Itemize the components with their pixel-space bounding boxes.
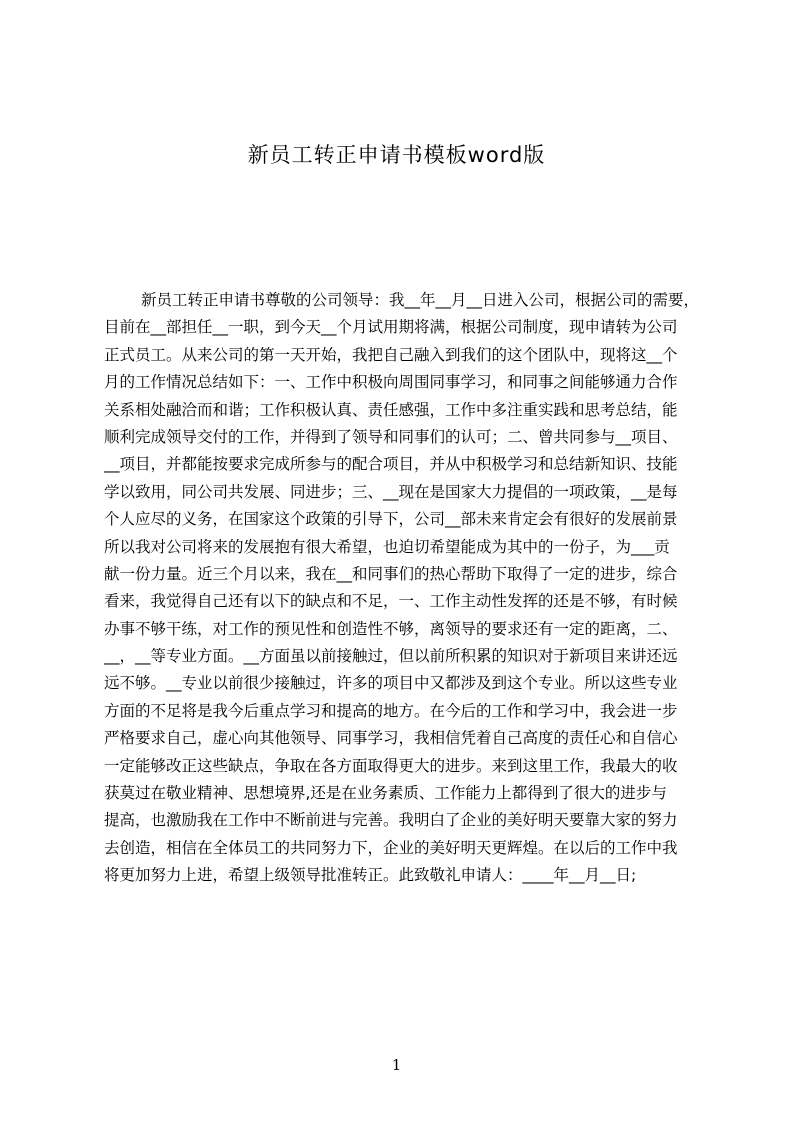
body-line: 看来，我觉得自己还有以下的缺点和不足，一、工作主动性发挥的还是不够，有时候 [104,592,678,611]
body-line: 方面的不足将是我今后重点学习和提高的地方。在今后的工作和学习中，我会进一步 [104,701,678,720]
document-title: 新员工转正申请书模板word版 [247,143,546,167]
body-line: 月的工作情况总结如下：一、工作中积极向周围同事学习，和同事之间能够通力合作 [104,373,678,392]
body-line: 获莫过在敬业精神、思想境界,还是在业务素质、工作能力上都得到了很大的进步与 [104,784,667,803]
body-line: 关系相处融洽而和谐；工作积极认真、责任感强，工作中多注重实践和思考总结，能 [104,400,678,419]
body-line: 新员工转正申请书尊敬的公司领导：我__年__月__日进入公司，根据公司的需要， [141,291,700,309]
body-line: 办事不够干练，对工作的预见性和创造性不够，离领导的要求还有一定的距离，二、 [104,619,678,638]
page-number: 1 [391,1056,402,1074]
body-line: 所以我对公司将来的发展抱有很大希望，也迫切希望能成为其中的一份子，为___贡 [104,537,670,556]
document-body [104,287,702,890]
body-line: 顺利完成领导交付的工作，并得到了领导和同事们的认可；二、曾共同参与__项目、 [104,427,678,446]
body-line: 将更加努力上进，希望上级领导批准转正。此致敬礼申请人：____年__月__日; [104,866,637,885]
body-line: 目前在__部担任__一职，到今天__个月试用期将满，根据公司制度，现申请转为公司 [104,318,678,337]
body-line: 个人应尽的义务，在国家这个政策的引导下，公司__部未来肯定会有很好的发展前景 [104,510,678,529]
body-line: 去创造，相信在全体员工的共同努力下，企业的美好明天更辉煌。在以后的工作中我 [104,838,678,857]
body-line: __项目，并都能按要求完成所参与的配合项目，并从中积极学习和总结新知识、技能 [104,455,678,474]
body-line: 一定能够改正这些缺点，争取在各方面取得更大的进步。来到这里工作，我最大的收 [104,756,678,775]
body-line: 远不够。__专业以前很少接触过，许多的项目中又都涉及到这个专业。所以这些专业 [104,674,678,693]
body-line: 正式员工。从来公司的第一天开始，我把自己融入到我们的这个团队中，现将这__个 [104,345,678,364]
body-line: 献一份力量。近三个月以来，我在__和同事们的热心帮助下取得了一定的进步，综合 [104,564,678,583]
body-line: 提高，也激励我在工作中不断前进与完善。我明白了企业的美好明天要靠大家的努力 [104,811,678,830]
body-line: __，__等专业方面。__方面虽以前接触过，但以前所积累的知识对于新项目来讲还远 [104,647,678,666]
body-line: 学以致用，同公司共发展、同进步；三、__现在是国家大力提倡的一项政策，__是每 [104,482,678,501]
body-line: 严格要求自己，虚心向其他领导、同事学习，我相信凭着自己高度的责任心和自信心 [104,729,678,748]
